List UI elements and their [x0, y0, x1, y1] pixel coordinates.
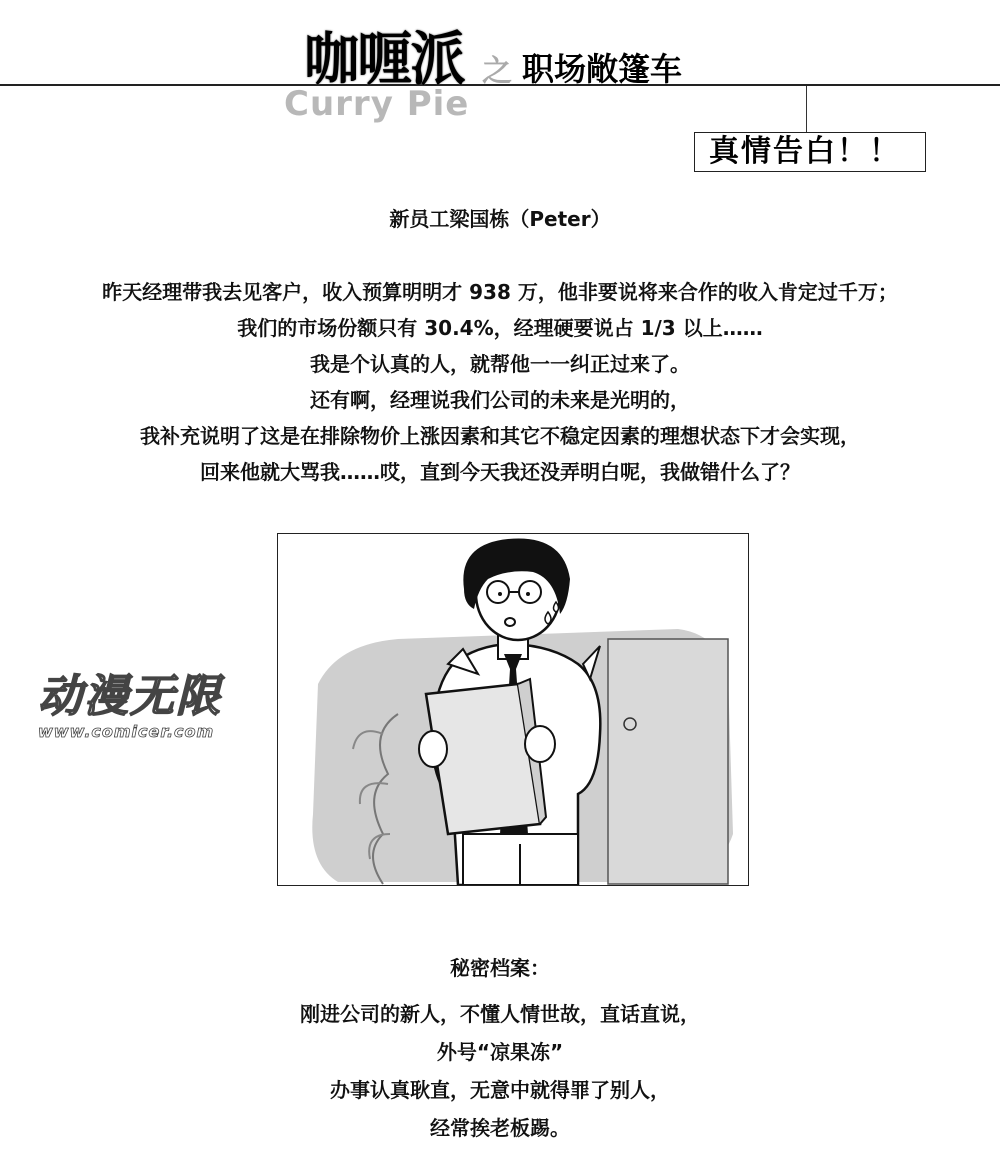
series-title: 咖喱派 [304, 25, 464, 93]
series-title-english: Curry Pie [284, 84, 470, 124]
cartoon-character-illustration [278, 534, 748, 885]
secret-file-line: 外号“凉果冻” [436, 1040, 564, 1064]
confession-tag: 真情告白！！ [694, 132, 926, 172]
header-connector-line [806, 86, 807, 132]
secret-file-line: 经常挨老板踢。 [430, 1116, 570, 1140]
door-shape [608, 639, 728, 884]
story-line: 还有啊，经理说我们公司的未来是光明的， [310, 388, 690, 412]
secret-file-line: 刚进公司的新人，不懂人情世故，直话直说， [300, 1002, 700, 1026]
eye-left [498, 592, 502, 596]
eye-right [526, 592, 530, 596]
glasses-left-lens [487, 581, 509, 603]
watermark-url: www.comicer.com [38, 722, 215, 741]
secret-file-title: 秘密档案： [450, 956, 550, 980]
story-line: 昨天经理带我去见客户，收入预算明明才 938 万，他非要说将来合作的收入肯定过千万； [102, 280, 898, 304]
story-line: 我补充说明了这是在排除物价上涨因素和其它不稳定因素的理想状态下才会实现， [140, 424, 860, 448]
right-hand [525, 726, 555, 762]
site-watermark [38, 660, 222, 741]
story-line: 回来他就大骂我……哎，直到今天我还没弄明白呢，我做错什么了？ [200, 460, 800, 484]
series-title-connector: 之 [482, 54, 512, 89]
secret-file-text [0, 995, 1000, 1147]
story-line: 我们的市场份额只有 30.4%，经理硬要说占 1/3 以上…… [237, 316, 763, 340]
story-line: 我是个认真的人，就帮他一一纠正过来了。 [310, 352, 690, 376]
left-hand [419, 731, 447, 767]
glasses-right-lens [519, 581, 541, 603]
character-name: 新员工梁国栋（Peter） [389, 207, 611, 231]
comic-illustration-panel [277, 533, 749, 886]
story-text [20, 274, 980, 490]
watermark-logo-text: 动漫无限 [38, 671, 222, 722]
series-subtitle: 职场敞篷车 [522, 50, 683, 88]
secret-file-line: 办事认真耿直，无意中就得罪了别人， [330, 1078, 670, 1102]
